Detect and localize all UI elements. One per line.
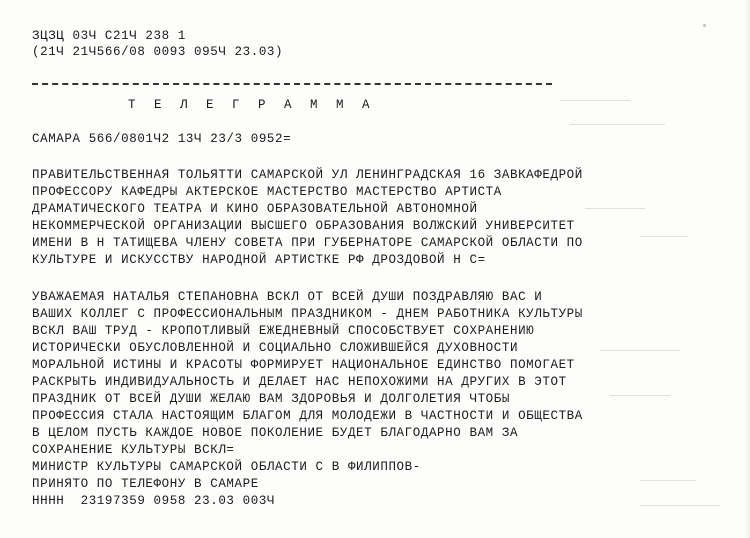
bleed-through-mark [560,100,630,101]
dashed-separator [32,83,552,85]
telegram-title: Т Е Л Е Г Р А М М А [128,98,376,112]
message-line: ИСТОРИЧЕСКИ ОБУСЛОВЛЕННОЙ И СОЦИАЛЬНО СЛОЖИВШЕЙСЯ ДУХОВНОСТИ [32,341,519,355]
address-line: НЕКОММЕРЧЕСКОЙ ОРГАНИЗАЦИИ ВЫСШЕГО ОБРАЗОВАНИЯ ВОЛЖСКИЙ УНИВЕРСИТЕТ [32,219,575,233]
received-note: ПРИНЯТО ПО ТЕЛЕФОНУ В САМАРЕ [32,477,259,491]
service-line-2: (21Ч 21Ч566/08 0093 095Ч 23.03) [32,45,284,59]
message-line: ВСКЛ ВАШ ТРУД - КРОПОТЛИВЫЙ ЕЖЕДНЕВНЫЙ СПОСОБСТВУЕТ СОХРАНЕНИЮ [32,324,535,338]
message-line: МОРАЛЬНОЙ ИСТИНЫ И КРАСОТЫ ФОРМИРУЕТ НАЦИОНАЛЬНОЕ ЕДИНСТВО ПОМОГАЕТ [32,358,575,372]
bleed-through-mark [600,350,680,351]
address-line: ПРАВИТЕЛЬСТВЕННАЯ ТОЛЬЯТТИ САМАРСКОЙ УЛ ЛЕНИНГРАДСКАЯ 16 ЗАВКАФЕДРОЙ [32,168,583,182]
message-line: ПРОФЕССИЯ СТАЛА НАСТОЯЩИМ БЛАГОМ ДЛЯ МОЛОДЕЖИ В ЧАСТНОСТИ И ОБЩЕСТВА [32,409,583,423]
message-line: ПРАЗДНИК ОТ ВСЕЙ ДУШИ ЖЕЛАЮ ВАМ ЗДОРОВЬЯ И ДОЛГОЛЕТИЯ ЧТОБЫ [32,392,510,406]
bleed-through-dot [703,24,706,27]
message-line: СОХРАНЕНИЕ КУЛЬТУРЫ ВСКЛ= [32,443,235,457]
bleed-through-mark [640,505,720,506]
bleed-through-mark [640,236,688,237]
signature-line: МИНИСТР КУЛЬТУРЫ САМАРСКОЙ ОБЛАСТИ С В ФИЛИППОВ- [32,460,421,474]
address-line: КУЛЬТУРЕ И ИСКУССТВУ НАРОДНОЙ АРТИСТКЕ РФ ДРОЗДОВОЙ Н С= [32,253,486,267]
bleed-through-mark [585,208,645,209]
address-line: ИМЕНИ В Н ТАТИЩЕВА ЧЛЕНУ СОВЕТА ПРИ ГУБЕРНАТОРЕ САМАРСКОЙ ОБЛАСТИ ПО [32,236,583,250]
address-line: ПРОФЕССОРУ КАФЕДРЫ АКТЕРСКОЕ МАСТЕРСТВО МАСТЕРСТВО АРТИСТА [32,185,502,199]
message-line: УВАЖАЕМАЯ НАТАЛЬЯ СТЕПАНОВНА ВСКЛ ОТ ВСЕЙ ДУШИ ПОЗДРАВЛЯЮ ВАС И [32,290,543,304]
route-line: САМАРА 566/0801Ч2 13Ч 23/3 0952= [32,132,292,146]
service-line-1: ЗЦЗЦ 03Ч С21Ч 238 1 [32,29,186,43]
paper-edge-shadow [744,0,750,538]
bleed-through-mark [640,480,696,481]
address-line: ДРАМАТИЧЕСКОГО ТЕАТРА И КИНО ОБРАЗОВАТЕЛЬНОЙ АВТОНОМНОЙ [32,202,478,216]
message-line: В ЦЕЛОМ ПУСТЬ КАЖДОЕ НОВОЕ ПОКОЛЕНИЕ БУДЕТ БЛАГОДАРНО ВАМ ЗА [32,426,519,440]
message-line: ВАШИХ КОЛЛЕГ С ПРОФЕССИОНАЛЬНЫМ ПРАЗДНИКОМ - ДНЕМ РАБОТНИКА КУЛЬТУРЫ [32,307,583,321]
bleed-through-mark [570,124,665,125]
end-service-line: НННН 23197359 0958 23.03 003Ч [32,494,276,508]
bleed-through-mark [610,395,670,396]
message-line: РАСКРЫТЬ ИНДИВИДУАЛЬНОСТЬ И ДЕЛАЕТ НАС НЕПОХОЖИМИ НА ДРУГИХ В ЭТОТ [32,375,567,389]
